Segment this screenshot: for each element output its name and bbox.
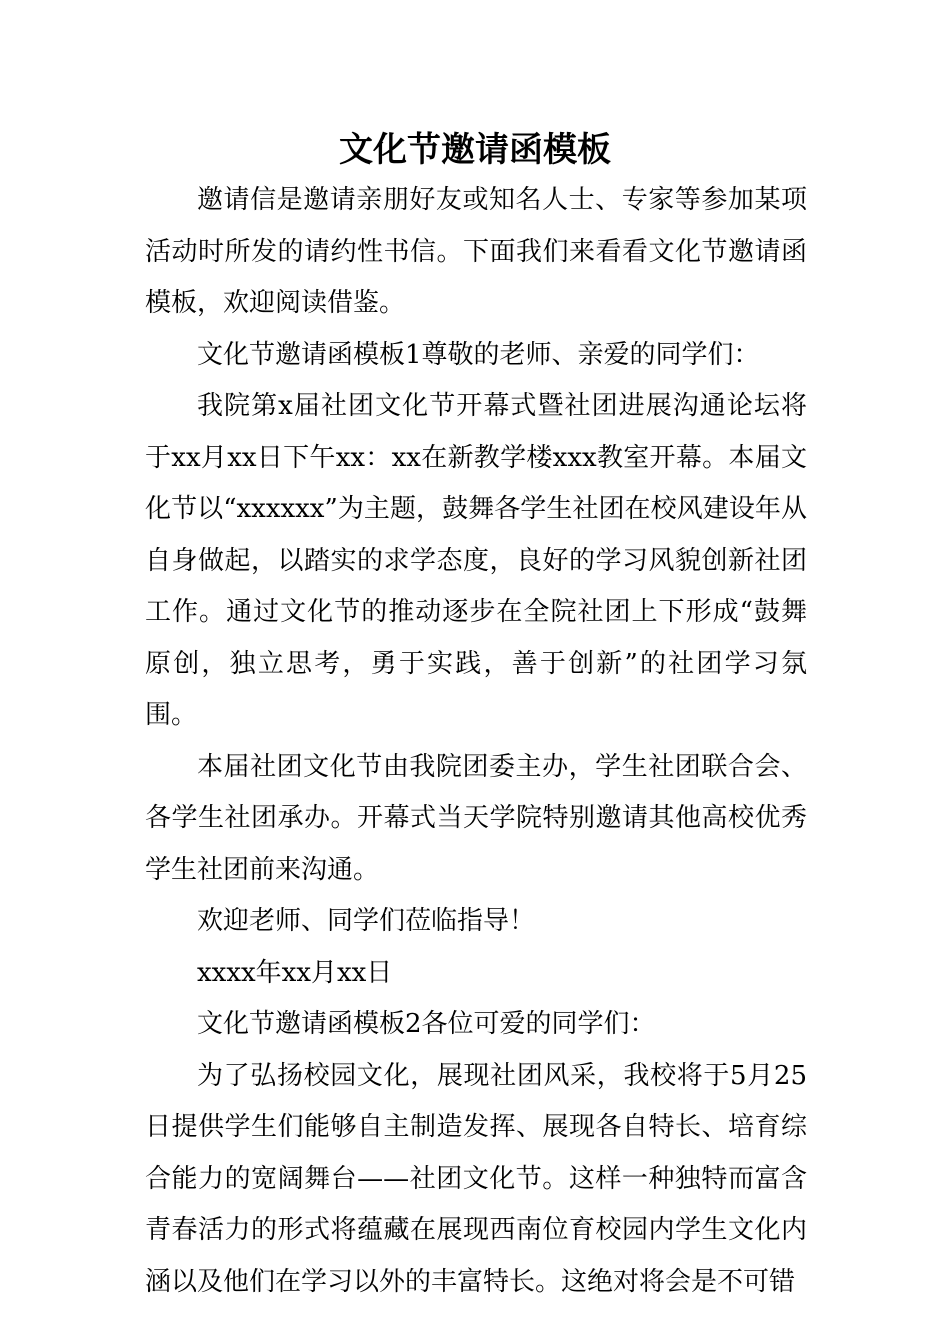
- paragraph-template1-organizers: 本届社团文化节由我院团委主办，学生社团联合会、各学生社团承办。开幕式当天学院特别邀请其他高校优秀学生社团前来沟通。: [145, 751, 807, 885]
- document-title: 文化节邀请函模板: [339, 130, 611, 170]
- paragraph-template1-salutation: 文化节邀请函模板1尊敬的老师、亲爱的同学们：: [197, 339, 760, 370]
- paragraph-template2-salutation: 文化节邀请函模板2各位可爱的同学们：: [197, 1009, 656, 1039]
- document-body: [145, 175, 807, 1308]
- paragraph-intro: 邀请信是邀请亲朋好友或知名人士、专家等参加某项活动时所发的请约性书信。下面我们来看看文化节邀请函模板，欢迎阅读借鉴。: [145, 185, 807, 318]
- paragraph-template1-welcome: 欢迎老师、同学们莅临指导！: [197, 906, 536, 936]
- paragraph-template1-body: 我院第x届社团文化节开幕式暨社团进展沟通论坛将于xx月xx日下午xx：xx在新教学楼xxx教室开幕。本届文化节以“xxxxxx”为主题，鼓舞各学生社团在校风建设年从自身做起，以踏实的求学态度，良好的学习风貌创新社团工作。通过文化节的推动逐步在全院社团上下形成“鼓舞原创，独立思考，勇于实践，善于创新”的社团学习氛围。: [145, 391, 807, 730]
- paragraph-template1-date: xxxx年xx月xx日: [197, 957, 393, 988]
- paragraph-template2-body: 为了弘扬校园文化，展现社团风采，我校将于5月25日提供学生们能够自主制造发挥、展现各自特长、培育综合能力的宽阔舞台——社团文化节。这样一种独特而富含青春活力的形式将蕴藏在展现西南位育校园内学生文化内涵以及他们在学习以外的丰富特长。这绝对将会是不可错: [145, 1060, 807, 1297]
